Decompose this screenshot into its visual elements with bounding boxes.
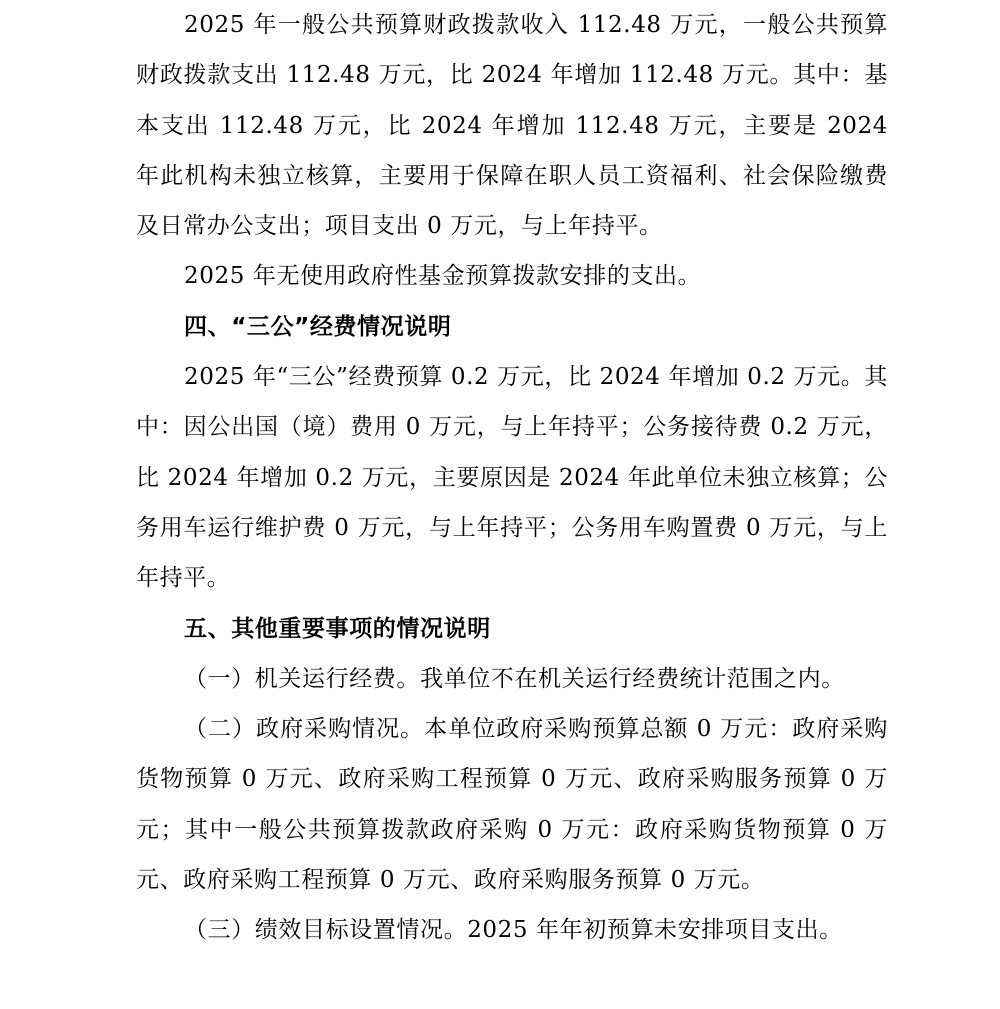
paragraph-government-procurement: （二）政府采购情况。本单位政府采购预算总额 0 万元：政府采购货物预算 0 万元、政府采购工程预算 0 万元、政府采购服务预算 0 万元；其中一般公共预算拨款政府采购 0 万元：政府采购货物预算 0 万元、政府采购工程预算 0 万元、政府采购服务预算 0 万元。 bbox=[136, 716, 888, 894]
heading-three-public-expenses: 四、“三公”经费情况说明 bbox=[184, 313, 452, 340]
paragraph-performance-goals: （三）绩效目标设置情况。2025 年年初预算未安排项目支出。 bbox=[184, 917, 843, 944]
paragraph-operating-expenses: （一）机关运行经费。我单位不在机关运行经费统计范围之内。 bbox=[184, 665, 845, 692]
document-page bbox=[136, 0, 888, 956]
paragraph-three-public-expenses: 2025 年“三公”经费预算 0.2 万元，比 2024 年增加 0.2 万元。其中：因公出国（境）费用 0 万元，与上年持平；公务接待费 0.2 万元，比 2024 年增加 0.2 万元，主要原因是 2024 年此单位未独立核算；公务用车运行维护费 0 万元，与上年持平；公务用车购置费 0 万元，与上年持平。 bbox=[136, 364, 888, 592]
heading-other-matters: 五、其他重要事项的情况说明 bbox=[184, 615, 491, 642]
paragraph-government-fund: 2025 年无使用政府性基金预算拨款安排的支出。 bbox=[184, 263, 702, 290]
paragraph-general-budget: 2025 年一般公共预算财政拨款收入 112.48 万元，一般公共预算财政拨款支出 112.48 万元，比 2024 年增加 112.48 万元。其中：基本支出 112.48 万元，比 2024 年增加 112.48 万元，主要是 2024 年此机构未独立核算，主要用于保障在职人员工资福利、社会保险缴费及日常办公支出；项目支出 0 万元，与上年持平。 bbox=[136, 12, 888, 240]
